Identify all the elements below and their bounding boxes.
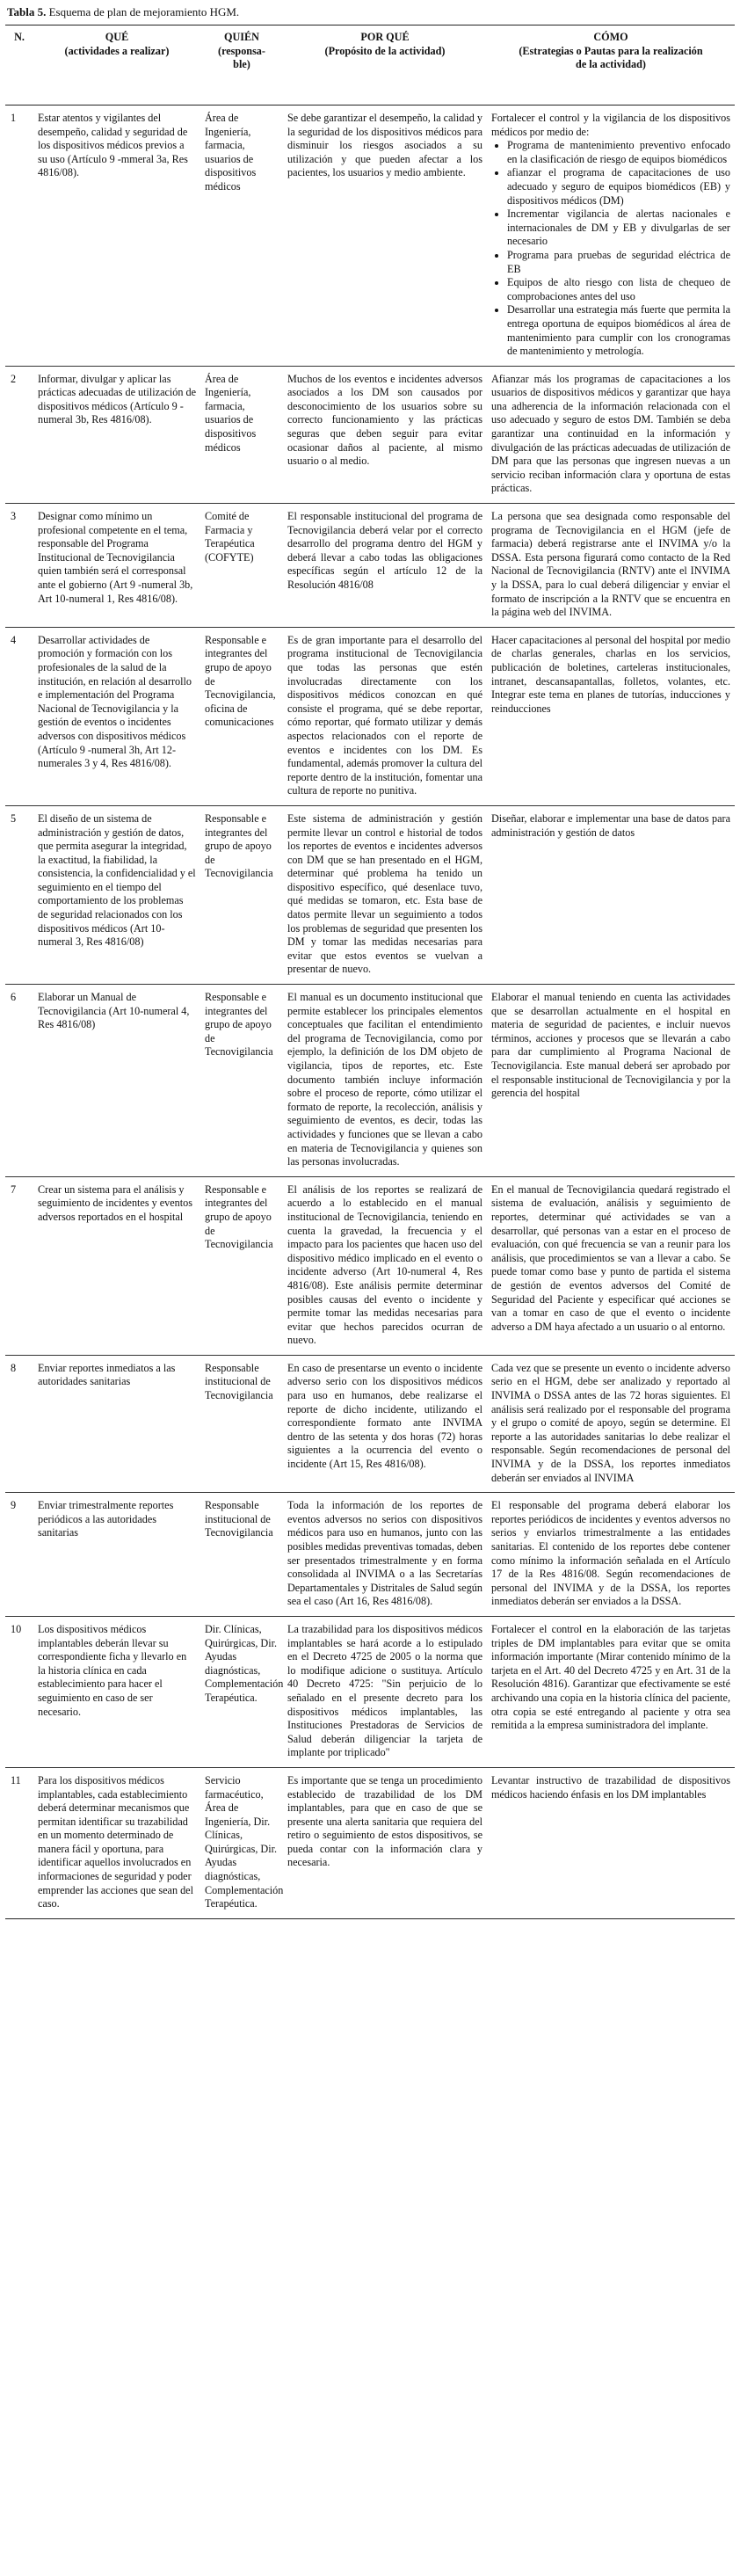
row-como: Fortalecer el control en la elaboración de las tarjetas triples de DM implantables para evitar que se omita información importante (Mirar contenido mínimo de la tarjeta en el Art. 40 del Decreto 4725 y en Art. 31 de la Resolución 4816). Garantizar que efectivamente se esté archivando una copia en la historia clínica del paciente, otra copia se esté entregando al paciente y otra sea remitida a la empresa suministradora del implante. xyxy=(487,1616,735,1767)
table-caption xyxy=(7,5,239,19)
row-number: 2 xyxy=(5,366,33,503)
row-como: En el manual de Tecnovigilancia quedará registrado el sistema de evaluación, análisis y seguimiento de reportes, determinar qué actividades se van a desarrollar, qué personas van a estar en el proceso de evaluación, con qué frecuencia se van a reunir para los análisis, que procedimientos se van a llevar a cabo. Se puede tomar como base y punto de partida el sistema de gestión de eventos adversos del Comité de Seguridad del Paciente y especificar qué acciones se van a tomar en caso de que el evento o incidente adverso a DM haya afectado a un usuario o al entorno. xyxy=(487,1176,735,1355)
row-quien: Responsable e integrantes del grupo de apoyo de Tecnovigilancia xyxy=(200,985,283,1177)
row-quien: Responsable institucional de Tecnovigilancia xyxy=(200,1355,283,1492)
table-row xyxy=(5,627,735,805)
row-que: El diseño de un sistema de administración y gestión de datos, que permita asegurar la integridad, la exactitud, la fiabilidad, la consistencia, la confidencialidad y el seguimiento en el tiempo del comportamiento de los problemas de seguridad relacionados con los dispositivos médicos (Art 10-numeral 3, Res 4816/08) xyxy=(33,805,200,984)
row-quien: Servicio farmacéutico, Área de Ingeniería, Dir. Clínicas, Quirúrgicas, Dir. Ayudas diagnósticas, Complementación Terapéutica. xyxy=(200,1767,283,1918)
list-item: • Programa de mantenimiento preventivo enfocado en la clasificación de riesgo de equipos biomédicos xyxy=(507,139,730,166)
row-quien: Dir. Clínicas, Quirúrgicas, Dir. Ayudas diagnósticas, Complementación Terapéutica. xyxy=(200,1616,283,1767)
list-item: • Desarrollar una estrategia más fuerte que permita la entrega oportuna de equipos biomédicos al área de mantenimiento para cumplir con los cronogramas de mantenimiento y metrología. xyxy=(507,303,730,358)
row-como: Levantar instructivo de trazabilidad de dispositivos médicos haciendo énfasis en los DM implantables xyxy=(487,1767,735,1918)
caption-text: Esquema de plan de mejoramiento HGM. xyxy=(46,5,240,18)
table-row xyxy=(5,504,735,628)
table-row xyxy=(5,366,735,503)
row-que: Enviar trimestralmente reportes periódicos a las autoridades sanitarias xyxy=(33,1493,200,1617)
row-porque: En caso de presentarse un evento o incidente adverso serio con los dispositivos médicos para uso en humanos, debe realizarse el reporte de dicho incidente, utilizando el correspondiente formato ante INVIMA dentro de las setenta y dos horas (72) horas siguientes a la ocurrencia del evento o incidente (Art 15, Res 4816/08). xyxy=(283,1355,487,1492)
row-number: 7 xyxy=(5,1176,33,1355)
row-que: Para los dispositivos médicos implantables, cada establecimiento deberá determinar mecanismos que permitan identificar su trazabilidad en un momento determinado de manera fácil y oportuna, para identificar aquellos involucrados en informaciones de seguridad y poder emprender las acciones que sean del caso. xyxy=(33,1767,200,1918)
row-como-intro: Fortalecer el control y la vigilancia de los dispositivos médicos por medio de: xyxy=(491,112,730,138)
row-quien: Responsable e integrantes del grupo de apoyo de Tecnovigilancia xyxy=(200,1176,283,1355)
row-number: 9 xyxy=(5,1493,33,1617)
improvement-plan-table xyxy=(5,25,735,1919)
row-que: Enviar reportes inmediatos a las autoridades sanitarias xyxy=(33,1355,200,1492)
row-number: 5 xyxy=(5,805,33,984)
caption-label: Tabla 5. xyxy=(7,5,47,18)
row-number: 3 xyxy=(5,504,33,628)
table-row xyxy=(5,1493,735,1617)
row-quien: Área de Ingeniería, farmacia, usuarios de dispositivos médicos xyxy=(200,106,283,367)
table-row xyxy=(5,106,735,367)
table-row xyxy=(5,1767,735,1918)
row-quien: Responsable e integrantes del grupo de apoyo de Tecnovigilancia, oficina de comunicaciones xyxy=(200,627,283,805)
header-como: CÓMO (Estrategias o Pautas para la realización de la actividad) xyxy=(487,25,735,106)
row-porque: Es de gran importante para el desarrollo del programa institucional de Tecnovigilancia que todas las personas que estén involucradas directamente con los dispositivos médicos conozcan en qué consiste el programa, qué se debe reportar, cómo reportar, qué formato utilizar y demás aspectos relacionados con el reporte de eventos e incidentes con los DM. Es fundamental, además promover la cultura del reporte dentro de la institución, fomentar una cultura de reporte no punitiva. xyxy=(283,627,487,805)
row-porque: Muchos de los eventos e incidentes adversos asociados a los DM son causados por desconocimiento de los usuarios sobre su correcto funcionamiento y las prácticas seguras que deben seguir para evitar ocasionar daños al paciente, al mismo usuario o al medio. xyxy=(283,366,487,503)
row-number: 1 xyxy=(5,106,33,367)
row-quien: Área de Ingeniería, farmacia, usuarios de dispositivos médicos xyxy=(200,366,283,503)
row-que: Estar atentos y vigilantes del desempeño, calidad y seguridad de los dispositivos médicos previos a su uso (Artículo 9 -mmeral 3a, Res 4816/08). xyxy=(33,106,200,367)
list-item: • afianzar el programa de capacitaciones de uso adecuado y seguro de equipos biomédicos (EB) y dispositivos médicos (DM) xyxy=(507,166,730,207)
row-porque: Se debe garantizar el desempeño, la calidad y la seguridad de los dispositivos médicos para disminuir los riesgos asociados a su utilización y que pueden afectar a los pacientes, los usuarios y medio ambiente. xyxy=(283,106,487,367)
row-como: Cada vez que se presente un evento o incidente adverso serio en el HGM, debe ser analizado y reportado al INVIMA o DSSA antes de las 72 horas siguientes. El análisis será realizado por el responsable del programa y el grupo o comité de apoyo, según se determine. El reporte a las autoridades sanitarias lo debe realizar el responsable. Según recomendaciones de personal del INVIMA y de la DSSA, los reportes inmediatos deberán ser enviados al INVIMA xyxy=(487,1355,735,1492)
row-como: Elaborar el manual teniendo en cuenta las actividades que se desarrollan actualmente en el hospital en materia de seguridad de pacientes, e incluir nuevos términos, acciones y procesos que se llevarán a cabo para dar cumplimiento al Programa Nacional de Tecnovigilancia. Este manual deberá ser aprobado por el responsable institucional de Tecnovigilancia y por la gerencia del hospital xyxy=(487,985,735,1177)
row-quien: Responsable institucional de Tecnovigilancia xyxy=(200,1493,283,1617)
row-que: Desarrollar actividades de promoción y formación con los profesionales de la salud de la institución, en relación al desarrollo e implementación del Programa Nacional de Tecnovigilancia y la gestión de eventos o incidentes adversos con dispositivos médicos (Artículo 9 -numeral 3h, Art 12-numerales 3 y 4, Res 4816/08). xyxy=(33,627,200,805)
row-number: 6 xyxy=(5,985,33,1177)
row-porque: Toda la información de los reportes de eventos adversos no serios con dispositivos médicos para uso en humanos, junto con las posibles medidas preventivas tomadas, deben ser presentados trimestralmente y en forma consolidada al INVIMA o a las Secretarías Departamentales y Distritales de Salud según sea el caso (Art 16, Res 4816/08). xyxy=(283,1493,487,1617)
list-item: • Equipos de alto riesgo con lista de chequeo de comprobaciones antes del uso xyxy=(507,276,730,303)
row-como: Diseñar, elaborar e implementar una base de datos para administración y gestión de datos xyxy=(487,805,735,984)
row-porque: Este sistema de administración y gestión permite llevar un control e historial de todos los reportes de eventos e incidentes adversos con DM que se han presentado en el HGM, determinar qué problema ha tenido un dispositivo específico, qué desenlace tuvo, qué medidas se tomaron, etc. Esta base de datos permite llevar un seguimiento a todos los problemas de seguridad que presenten los DM y tomar las medidas necesarias para evitar que estos eventos se vuelvan a presentar de nuevo. xyxy=(283,805,487,984)
table-row xyxy=(5,1616,735,1767)
table-row xyxy=(5,805,735,984)
header-porque: POR QUÉ (Propósito de la actividad) xyxy=(283,25,487,106)
header-quien: QUIÉN (responsa- ble) xyxy=(200,25,283,106)
row-que: Informar, divulgar y aplicar las prácticas adecuadas de utilización de dispositivos médicos (Artículo 9 -numeral 3b, Res 4816/08). xyxy=(33,366,200,503)
table-row xyxy=(5,1176,735,1355)
row-porque: El responsable institucional del programa de Tecnovigilancia deberá velar por el correcto desarrollo del programa dentro del HGM y deberá llevar a cabo todas las obligaciones específicas según el artículo 12 de la Resolución 4816/08 xyxy=(283,504,487,628)
row-que: Crear un sistema para el análisis y seguimiento de incidentes y eventos adversos reportados en el hospital xyxy=(33,1176,200,1355)
list-item: • Incrementar vigilancia de alertas nacionales e internacionales de DM y EB y divulgarlas de ser necesario xyxy=(507,207,730,249)
table-row xyxy=(5,985,735,1177)
row-number: 10 xyxy=(5,1616,33,1767)
row-porque: Es importante que se tenga un procedimiento establecido de trazabilidad de los DM implantables, para que en caso de que se presente una alerta sanitaria que requiera del retiro o seguimiento de estos dispositivos, se pueda contar con la información clara y necesaria. xyxy=(283,1767,487,1918)
row-como: Hacer capacitaciones al personal del hospital por medio de charlas generales, charlas en los servicios, publicación de boletines, carteleras institucionales, intranet, descansapantallas, folletos, volantes, etc. Integrar este tema en planes de tutorías, inducciones y reinducciones xyxy=(487,627,735,805)
row-quien: Responsable e integrantes del grupo de apoyo de Tecnovigilancia xyxy=(200,805,283,984)
row-que: Los dispositivos médicos implantables deberán llevar su correspondiente ficha y llevarlo en la historia clínica en cada establecimiento para hacer el seguimiento en caso de ser necesario. xyxy=(33,1616,200,1767)
table-row xyxy=(5,1355,735,1492)
header-que: QUÉ (actividades a realizar) xyxy=(33,25,200,106)
row-como-list xyxy=(491,139,730,359)
row-que: Designar como mínimo un profesional competente en el tema, responsable del Programa Institucional de Tecnovigilancia quien también será el corresponsal ante el gobierno (Art 9 -numeral 3b, Art 10-numeral 1, Res 4816/08). xyxy=(33,504,200,628)
row-como: El responsable del programa deberá elaborar los reportes periódicos de incidentes y eventos adversos no serios y enviarlos trimestralmente a las entidades sanitarias. El contenido de los reportes debe contener como mínimo la información señalada en el Artículo 17 de la Res 4816/08. Según recomendaciones de personal del INVIMA y de la DSSA, los reportes inmediatos deberán ser enviados a la DSSA. xyxy=(487,1493,735,1617)
row-como xyxy=(487,106,735,367)
row-porque: La trazabilidad para los dispositivos médicos implantables se hará acorde a lo estipulado en el Decreto 4725 de 2005 o la norma que lo modifique adicione o sustituya. Artículo 40 Decreto 4725: "Sin perjuicio de lo señalado en el presente decreto para los dispositivos médicos implantables, las Instituciones Prestadoras de Servicios de Salud deberán diligenciar la tarjeta de implante por triplicado" xyxy=(283,1616,487,1767)
row-quien: Comité de Farmacia y Terapéutica (COFYTE) xyxy=(200,504,283,628)
row-porque: El manual es un documento institucional que permite establecer los principales elementos conceptuales que facilitan el entendimiento del programa de Tecnovigilancia, como por ejemplo, la definición de los DM objeto de vigilancia, tipos de reportes, etc. Este documento también incluye información sobre el proceso de reporte, cómo utilizar el formato de reporte, la recolección, análisis y seguimiento de eventos, es decir, todas las actividades y funciones que se llevan a cabo en materia de Tecnovigilancia y quienes son las personas involucradas. xyxy=(283,985,487,1177)
header-n: N. xyxy=(5,25,33,106)
row-como: Afianzar más los programas de capacitaciones a los usuarios de dispositivos médicos y garantizar que haya una adherencia de la información relacionada con el uso adecuado y seguro de estos DM. También se deba garantizar una continuidad en la información y divulgación de las prácticas adecuadas de utilización de DM para que las personas que ingresen nuevas a un servicio reciban información clara y oportuna de estas prácticas. xyxy=(487,366,735,503)
row-como: La persona que sea designada como responsable del programa de Tecnovigilancia en el HGM (jefe de farmacia) deberá registrarse ante el INVIMA y/o la DSSA. Esta persona figurará como contacto de la Red Nacional de Tecnovigilancia (RNTV) ante el INVIMA y la DSSA, para lo cual deberá diligenciar y enviar el formato de inscripción a la RNTV que se encuentra en la página web del INVIMA. xyxy=(487,504,735,628)
row-number: 11 xyxy=(5,1767,33,1918)
row-porque: El análisis de los reportes se realizará de acuerdo a lo establecido en el manual institucional de Tecnovigilancia, teniendo en cuenta la gravedad, la frecuencia y el impacto para los pacientes que hacen uso del dispositivo médico implicado en el evento o incidente adverso (Art 10-numeral 4, Res 4816/08). Este análisis permite determinar posibles causas del evento o incidente y permite tomar las medidas necesarias para evitar que hechos parecidos ocurran de nuevo. xyxy=(283,1176,487,1355)
row-number: 8 xyxy=(5,1355,33,1492)
table-header-row xyxy=(5,25,735,106)
list-item: • Programa para pruebas de seguridad eléctrica de EB xyxy=(507,249,730,276)
row-que: Elaborar un Manual de Tecnovigilancia (Art 10-numeral 4, Res 4816/08) xyxy=(33,985,200,1177)
row-number: 4 xyxy=(5,627,33,805)
